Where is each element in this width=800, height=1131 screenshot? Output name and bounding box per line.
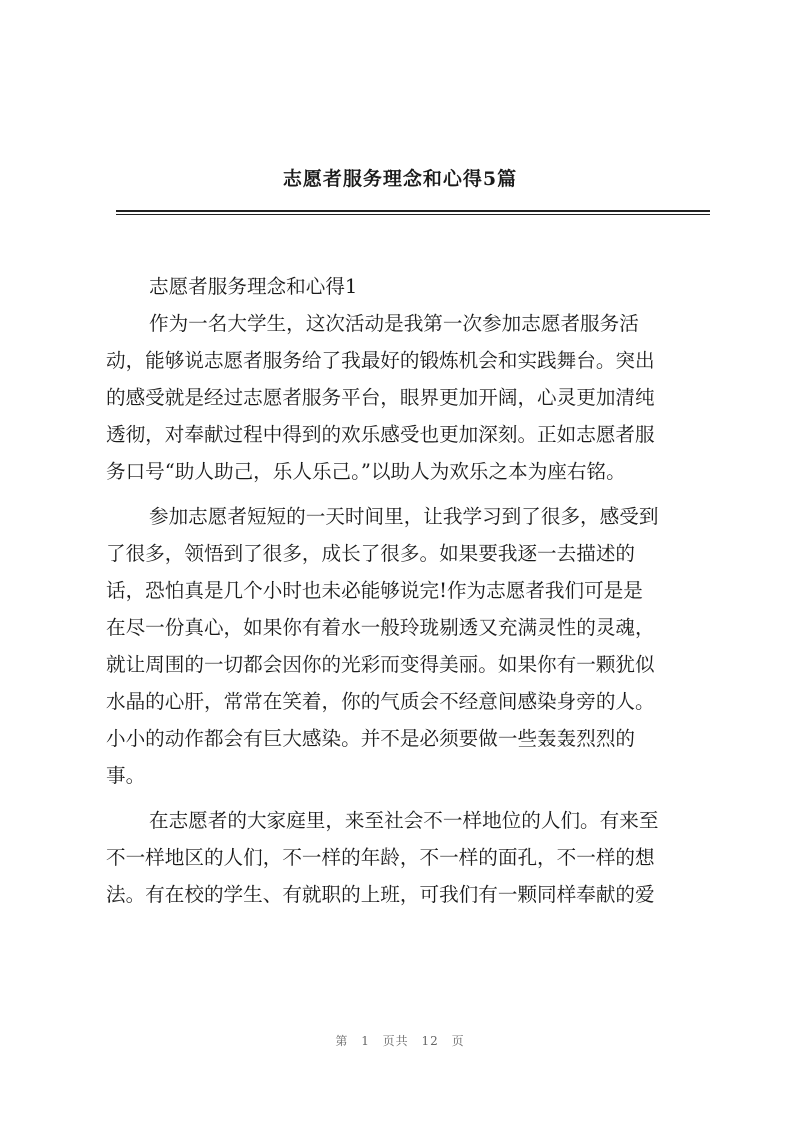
footer-page-number: 1 — [361, 1034, 370, 1048]
paragraph-line: 在志愿者的大家庭里，来至社会不一样地位的人们。有来至 — [149, 809, 659, 832]
footer-suffix: 页 — [451, 1034, 465, 1048]
paragraph — [106, 802, 712, 913]
document-body — [106, 268, 712, 913]
document-title: 志愿者服务理念和心得5篇 — [282, 168, 518, 190]
paragraph-line: 在尽一份真心，如果你有着水一般玲珑剔透又充满灵性的灵魂， — [106, 616, 655, 639]
paragraph — [106, 305, 712, 490]
footer-middle: 页共 — [382, 1034, 409, 1048]
paragraph-line: 了很多，领悟到了很多，成长了很多。如果要我逐一去描述的 — [106, 542, 636, 565]
title-divider-thick — [116, 210, 710, 212]
paragraph-line: 的感受就是经过志愿者服务平台，眼界更加开阔，心灵更加清纯 — [106, 386, 655, 409]
footer-prefix: 第 — [335, 1034, 349, 1048]
paragraph-gap — [106, 490, 712, 498]
footer-page-total: 12 — [421, 1034, 439, 1048]
paragraph-line: 不一样地区的人们，不一样的年龄，不一样的面孔，不一样的想 — [106, 846, 655, 869]
paragraph-line: 小小的动作都会有巨大感染。并不是必须要做一些轰轰烈烈的 — [106, 727, 636, 750]
paragraph-line: 透彻，对奉献过程中得到的欢乐感受也更加深刻。正如志愿者服 — [106, 423, 655, 446]
title-divider-thin — [116, 214, 710, 215]
paragraph-line: 法。有在校的学生、有就职的上班，可我们有一颗同样奉献的爱 — [106, 883, 655, 906]
paragraph — [106, 498, 712, 794]
section-heading: 志愿者服务理念和心得1 — [149, 275, 358, 298]
paragraph-line: 动，能够说志愿者服务给了我最好的锻炼机会和实践舞台。突出 — [106, 349, 655, 372]
paragraph-line: 事。 — [106, 764, 146, 787]
page-footer — [0, 1032, 800, 1049]
paragraph-line: 务口号“助人助己，乐人乐己。”以助人为欢乐之本为座右铭。 — [106, 460, 626, 483]
paragraph-line: 话，恐怕真是几个小时也未必能够说完!作为志愿者我们可是是 — [106, 579, 643, 602]
paragraph-gap — [106, 794, 712, 802]
paragraph-line: 水晶的心肝，常常在笑着，你的气质会不经意间感染身旁的人。 — [106, 690, 655, 713]
paragraph-line: 作为一名大学生，这次活动是我第一次参加志愿者服务活 — [149, 312, 639, 335]
paragraph-line: 就让周围的一切都会因你的光彩而变得美丽。如果你有一颗犹似 — [106, 653, 655, 676]
paragraph-line: 参加志愿者短短的一天时间里，让我学习到了很多，感受到 — [149, 505, 659, 528]
